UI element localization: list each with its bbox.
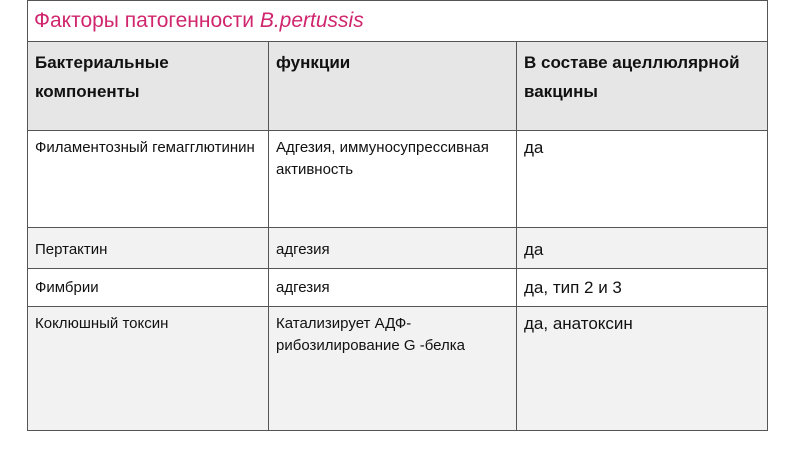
vaccine-cell: да, анатоксин	[517, 307, 768, 431]
vaccine-cell: да	[517, 228, 768, 269]
table-row	[28, 131, 768, 228]
header-vaccine: В составе ацеллюлярной вакцины	[517, 42, 768, 131]
function-cell: Адгезия, иммуносупрессивная активность	[269, 131, 517, 228]
table-row	[28, 269, 768, 307]
header-functions: функции	[269, 42, 517, 131]
title-row	[28, 1, 768, 42]
table-title	[28, 1, 768, 42]
function-cell: адгезия	[269, 269, 517, 307]
vaccine-cell: да, тип 2 и 3	[517, 269, 768, 307]
vaccine-cell: да	[517, 131, 768, 228]
component-cell: Филаментозный гемагглютинин	[28, 131, 269, 228]
component-cell: Коклюшный токсин	[28, 307, 269, 431]
function-cell: адгезия	[269, 228, 517, 269]
table-row	[28, 228, 768, 269]
component-cell: Пертактин	[28, 228, 269, 269]
component-cell: Фимбрии	[28, 269, 269, 307]
pathogenicity-table	[27, 0, 768, 431]
title-prefix: Факторы патогенности	[34, 9, 260, 32]
table-row	[28, 307, 768, 431]
title-species: B.pertussis	[259, 9, 364, 32]
header-row	[28, 42, 768, 131]
header-components: Бактериальные компоненты	[28, 42, 269, 131]
function-cell: Катализирует АДФ-рибозилирование G -белка	[269, 307, 517, 431]
